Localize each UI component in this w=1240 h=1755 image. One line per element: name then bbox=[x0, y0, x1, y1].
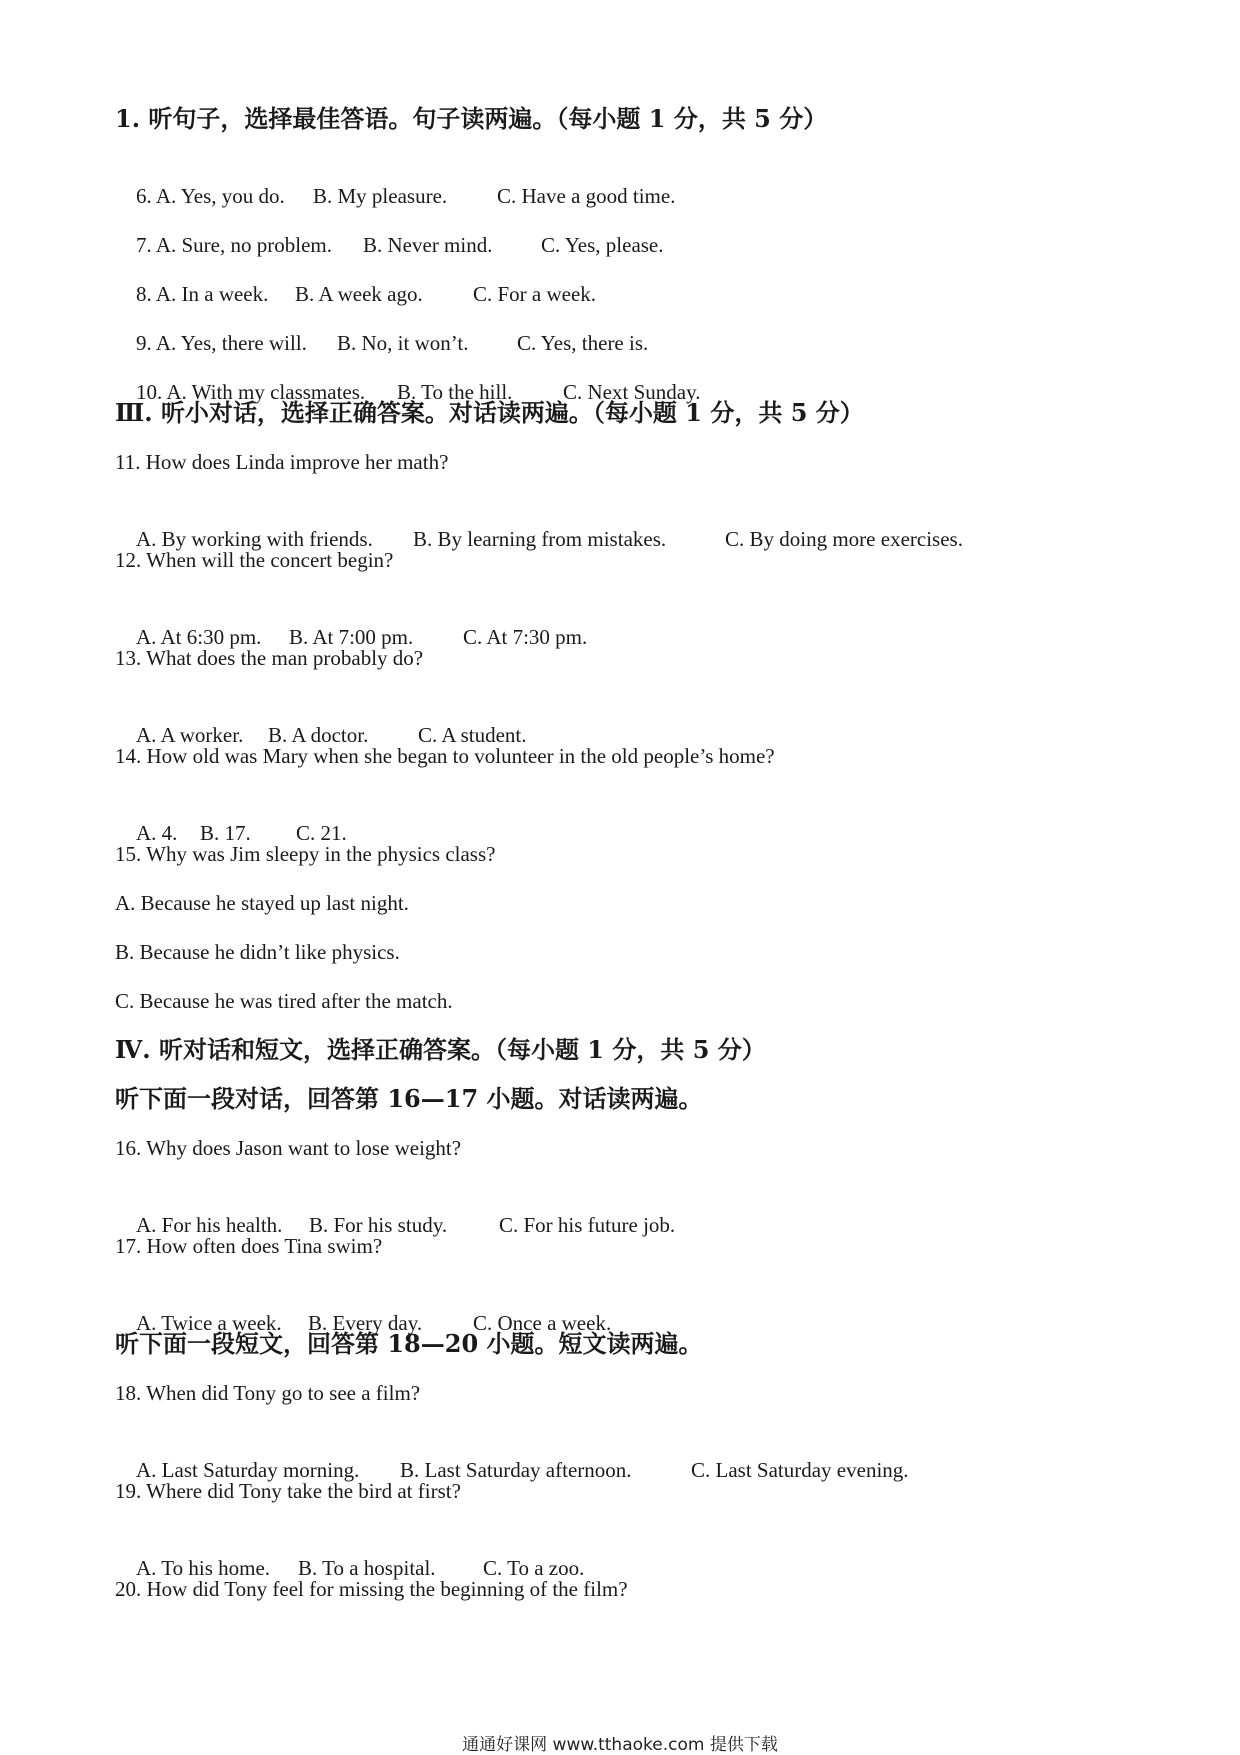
question-16: 16. Why does Jason want to lose weight? bbox=[115, 1136, 462, 1160]
question-15: 15. Why was Jim sleepy in the physics class? bbox=[115, 842, 496, 866]
q18-option-b: B. Last Saturday afternoon. bbox=[400, 1458, 632, 1482]
q13-option-c: C. A student. bbox=[418, 723, 527, 747]
q6-option-a: 6. A. Yes, you do. bbox=[136, 184, 285, 208]
q14-option-c: C. 21. bbox=[296, 821, 347, 845]
q13-option-b: B. A doctor. bbox=[268, 723, 369, 747]
question-18: 18. When did Tony go to see a film? bbox=[115, 1381, 421, 1405]
q12-option-c: C. At 7:30 pm. bbox=[463, 625, 588, 649]
question-19: 19. Where did Tony take the bird at first? bbox=[115, 1479, 461, 1503]
section-4-subheading-dialogue: 听下面一段对话，回答第 16—17 小题。对话读两遍。 bbox=[115, 1084, 703, 1113]
q16-option-c: C. For his future job. bbox=[499, 1213, 676, 1237]
section-3-heading: Ⅲ. 听小对话，选择正确答案。对话读两遍。（每小题 1 分，共 5 分） bbox=[115, 398, 864, 427]
q16-option-b: B. For his study. bbox=[309, 1213, 448, 1237]
q19-option-c: C. To a zoo. bbox=[483, 1556, 585, 1580]
q18-option-c: C. Last Saturday evening. bbox=[691, 1458, 909, 1482]
q13-option-a: A. A worker. bbox=[136, 723, 244, 747]
question-11: 11. How does Linda improve her math? bbox=[115, 450, 449, 474]
q15-option-a: A. Because he stayed up last night. bbox=[115, 891, 409, 915]
q8-option-c: C. For a week. bbox=[473, 282, 597, 306]
q16-option-a: A. For his health. bbox=[136, 1213, 283, 1237]
section-1-heading: 1. 听句子，选择最佳答语。句子读两遍。（每小题 1 分，共 5 分） bbox=[115, 104, 828, 133]
question-12: 12. When will the concert begin? bbox=[115, 548, 394, 572]
q8-option-a: 8. A. In a week. bbox=[136, 282, 269, 306]
q9-option-b: B. No, it won’t. bbox=[337, 331, 469, 355]
question-20: 20. How did Tony feel for missing the beginning of the film? bbox=[115, 1577, 628, 1601]
q17-option-c: C. Once a week. bbox=[473, 1311, 612, 1335]
q18-option-a: A. Last Saturday morning. bbox=[136, 1458, 360, 1482]
q6-option-b: B. My pleasure. bbox=[313, 184, 448, 208]
q19-option-a: A. To his home. bbox=[136, 1556, 271, 1580]
question-13: 13. What does the man probably do? bbox=[115, 646, 424, 670]
q10-option-c: C. Next Sunday. bbox=[563, 380, 701, 404]
q19-option-b: B. To a hospital. bbox=[298, 1556, 436, 1580]
q10-option-b: B. To the hill. bbox=[397, 380, 513, 404]
q10-option-a: 10. A. With my classmates. bbox=[136, 380, 366, 404]
q7-option-c: C. Yes, please. bbox=[541, 233, 664, 257]
q11-option-c: C. By doing more exercises. bbox=[725, 527, 963, 551]
q14-option-a: A. 4. bbox=[136, 821, 178, 845]
q12-option-a: A. At 6:30 pm. bbox=[136, 625, 262, 649]
q12-option-b: B. At 7:00 pm. bbox=[289, 625, 414, 649]
q14-option-b: B. 17. bbox=[200, 821, 251, 845]
q17-option-a: A. Twice a week. bbox=[136, 1311, 282, 1335]
q15-option-c: C. Because he was tired after the match. bbox=[115, 989, 453, 1013]
q17-option-b: B. Every day. bbox=[308, 1311, 423, 1335]
section-4-subheading-passage: 听下面一段短文，回答第 18—20 小题。短文读两遍。 bbox=[115, 1329, 703, 1358]
q8-option-b: B. A week ago. bbox=[295, 282, 423, 306]
q9-option-c: C. Yes, there is. bbox=[517, 331, 649, 355]
q6-option-c: C. Have a good time. bbox=[497, 184, 676, 208]
q7-option-b: B. Never mind. bbox=[363, 233, 493, 257]
q15-option-b: B. Because he didn’t like physics. bbox=[115, 940, 400, 964]
question-17: 17. How often does Tina swim? bbox=[115, 1234, 383, 1258]
question-14: 14. How old was Mary when she began to volunteer in the old people’s home? bbox=[115, 744, 775, 768]
q9-option-a: 9. A. Yes, there will. bbox=[136, 331, 307, 355]
footer-download-notice: 通通好课网 www.tthaoke.com 提供下载 bbox=[462, 1735, 778, 1755]
q11-option-a: A. By working with friends. bbox=[136, 527, 373, 551]
q7-option-a: 7. A. Sure, no problem. bbox=[136, 233, 332, 257]
section-4-heading: Ⅳ. 听对话和短文，选择正确答案。（每小题 1 分，共 5 分） bbox=[115, 1035, 766, 1064]
q11-option-b: B. By learning from mistakes. bbox=[413, 527, 667, 551]
